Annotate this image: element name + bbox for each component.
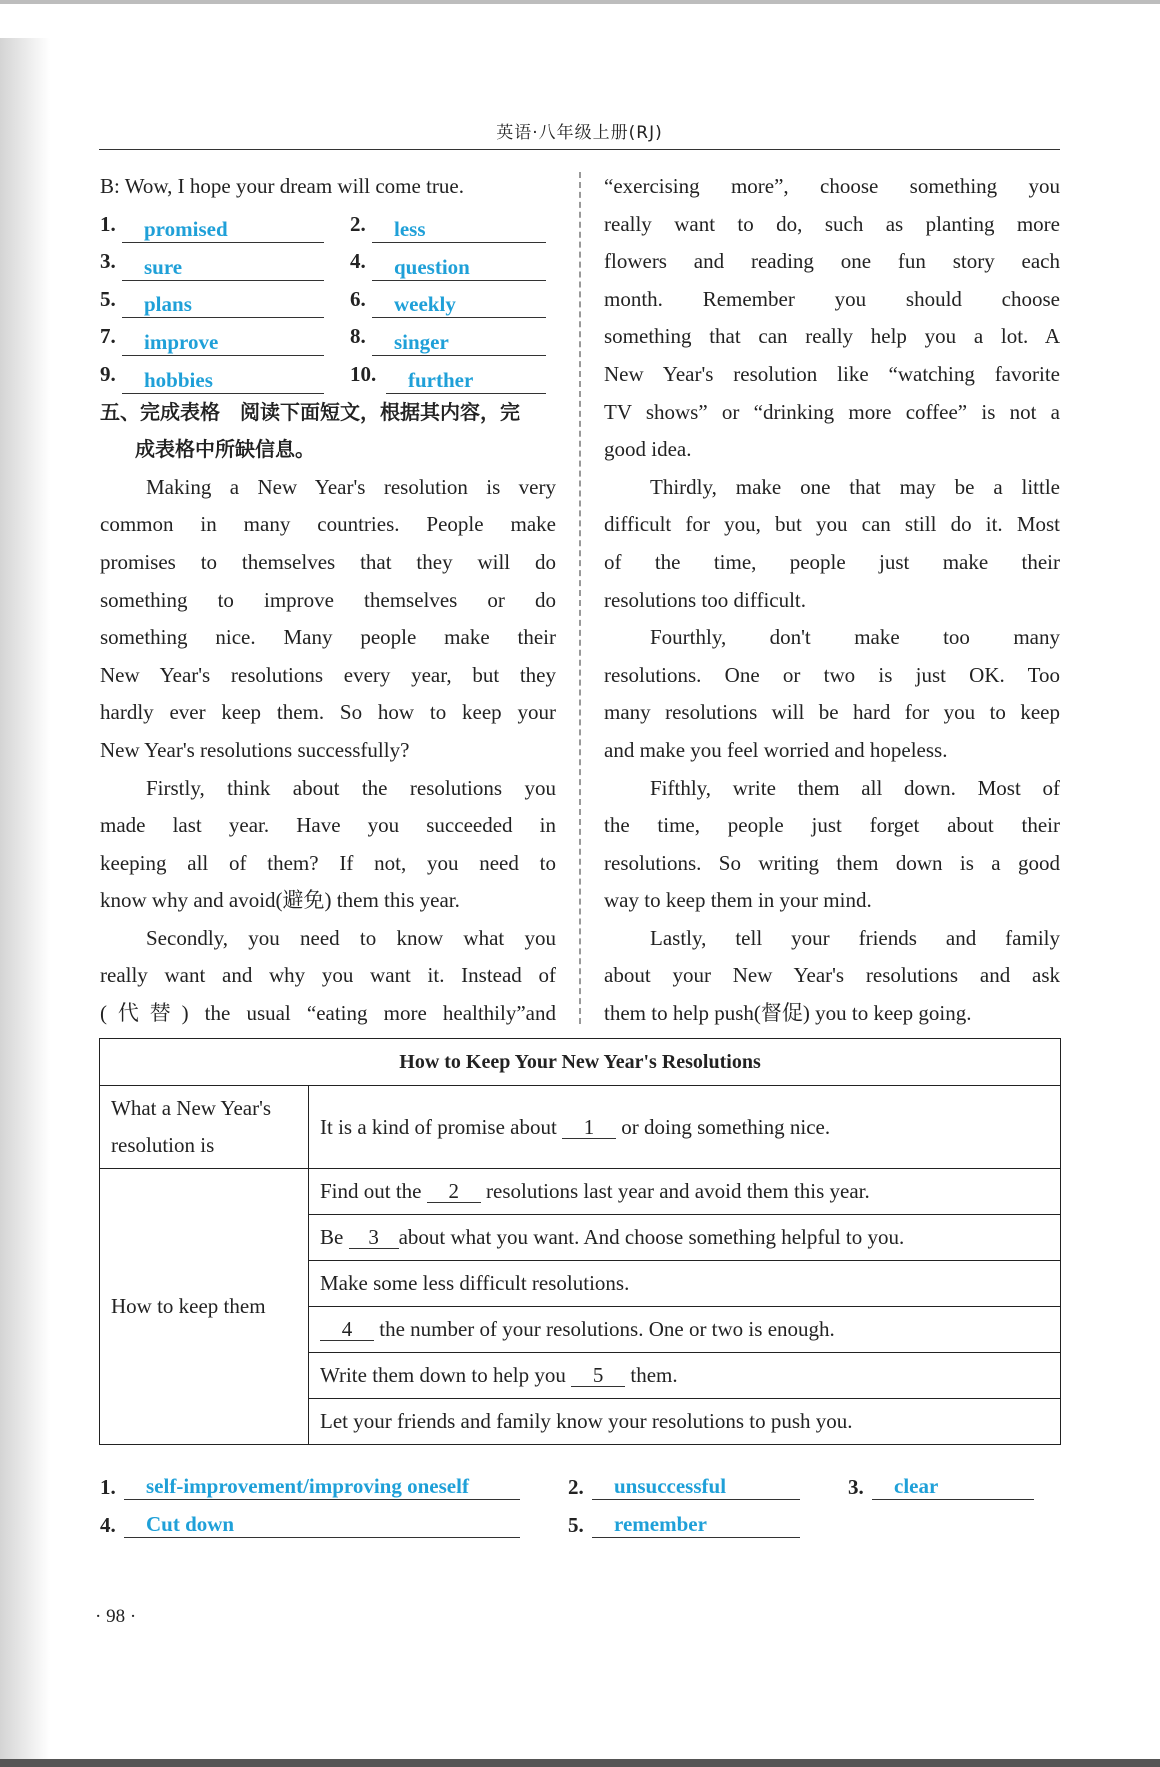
- passage-line: many resolutions will be hard for you to keep: [604, 700, 1060, 725]
- answer-item: [100, 243, 324, 281]
- passage-line: “exercising more”, choose something you: [604, 174, 1060, 198]
- passage-line: promises to themselves that they will do: [100, 549, 556, 574]
- answer-blank: question: [372, 253, 546, 281]
- answer-number: 1.: [100, 1475, 116, 1499]
- answer-row: [100, 243, 556, 281]
- section-heading-cont: 成表格中所缺信息。: [135, 437, 315, 462]
- answer-blank: singer: [372, 328, 546, 356]
- answers-part5: [100, 1462, 1060, 1538]
- left-column: [100, 168, 556, 1033]
- answer-blank: Cut down: [124, 1510, 520, 1538]
- passage-line: difficult for you, but you can still do it. Most: [604, 512, 1060, 537]
- blank-5: 5: [571, 1364, 625, 1387]
- answer-number: 4.: [100, 1513, 116, 1537]
- answer-number: 3.: [100, 249, 116, 274]
- answer-item: [350, 243, 546, 281]
- cell-text: It is a kind of promise about: [320, 1114, 557, 1139]
- passage-line: New Year's resolutions successfully?: [100, 737, 410, 762]
- cell-text: them.: [630, 1363, 678, 1387]
- passage-line: Thirdly, make one that may be a little: [650, 474, 1060, 499]
- blank-3: 3: [349, 1226, 399, 1249]
- passage-line: resolutions. One or two is just OK. Too: [604, 662, 1060, 687]
- page-shadow: [0, 38, 50, 1759]
- answer-number: 1.: [100, 211, 116, 236]
- dialogue-line: B: Wow, I hope your dream will come true.: [100, 174, 464, 198]
- passage-line: hardly ever keep them. So how to keep your: [100, 700, 556, 725]
- answer-blank: clear: [872, 1472, 1034, 1500]
- bottom-border: [0, 1759, 1160, 1767]
- cell-text: about what you want. And choose something helpful to you.: [398, 1225, 905, 1249]
- passage-line: made last year. Have you succeeded in: [100, 813, 556, 838]
- passage-line: something to improve themselves or do: [100, 587, 556, 612]
- running-head: 英语·八年级上册(RJ): [496, 123, 663, 143]
- passage-line: something that can really help you a lot. A: [604, 324, 1060, 349]
- label-line: resolution is: [111, 1133, 215, 1157]
- answer-number: 3.: [848, 1475, 864, 1499]
- table-label-definition: [100, 1086, 309, 1169]
- answer-blank: unsuccessful: [592, 1472, 800, 1500]
- answer-number: 5.: [100, 286, 116, 311]
- passage-line: Making a New Year's resolution is very: [146, 474, 556, 499]
- answer-blank: hobbies: [122, 366, 324, 394]
- answer-row: [100, 318, 556, 356]
- cell-text: resolutions last year and avoid them this year.: [486, 1179, 870, 1203]
- passage-line: TV shows” or “drinking more coffee” is not a: [604, 399, 1060, 424]
- answer-number: 2.: [568, 1475, 584, 1499]
- column-divider: [579, 172, 581, 1024]
- blank-2: 2: [427, 1180, 481, 1203]
- answer-item: [350, 318, 546, 356]
- answer-row: [100, 1500, 1060, 1538]
- table-row: [309, 1307, 1061, 1353]
- passage-line: Secondly, you need to know what you: [146, 925, 556, 950]
- passage-line: way to keep them in your mind.: [604, 888, 872, 913]
- passage-line: (代替) the usual “eating more healthily”and: [100, 1001, 556, 1026]
- passage-line: common in many countries. People make: [100, 512, 556, 537]
- table-title: How to Keep Your New Year's Resolutions: [100, 1039, 1061, 1086]
- answer-blank: weekly: [372, 290, 546, 318]
- top-border: [0, 0, 1160, 4]
- passage-line: resolutions. So writing them down is a good: [604, 850, 1060, 875]
- answer-number: 5.: [568, 1513, 584, 1537]
- passage-line: New Year's resolution like “watching favorite: [604, 361, 1060, 386]
- passage-line: flowers and reading one fun story each: [604, 249, 1060, 274]
- table-cell-definition: [309, 1086, 1061, 1169]
- label-line: What a New Year's: [111, 1096, 272, 1120]
- table-row: Let your friends and family know your resolutions to push you.: [309, 1399, 1061, 1445]
- answer-blank: promised: [122, 215, 324, 243]
- passage-line: the time, people just forget about their: [604, 813, 1060, 838]
- answer-blank: plans: [122, 290, 324, 318]
- right-column: [604, 168, 1060, 1033]
- table-row: [309, 1353, 1061, 1399]
- cell-text: or doing something nice.: [621, 1114, 831, 1139]
- answer-item: [350, 206, 546, 244]
- passage-line: know why and avoid(避免) them this year.: [100, 888, 460, 913]
- cell-text: the number of your resolutions. One or two is enough.: [379, 1317, 835, 1341]
- resolution-table: [99, 1038, 1061, 1445]
- answer-number: 4.: [350, 249, 366, 274]
- header-rule: [99, 149, 1060, 150]
- answer-blank: improve: [122, 328, 324, 356]
- answer-row: [100, 206, 556, 244]
- table-row: [309, 1215, 1061, 1261]
- section-heading: 五、完成表格 阅读下面短文，根据其内容，完: [100, 399, 520, 424]
- passage-line: them to help push(督促) you to keep going.: [604, 1001, 972, 1026]
- answer-blank: remember: [592, 1510, 800, 1538]
- answer-number: 8.: [350, 324, 366, 349]
- answer-item: [100, 356, 324, 394]
- cell-text: Find out the: [320, 1179, 422, 1203]
- answer-blank: less: [372, 215, 546, 243]
- answer-blank: self-improvement/improving oneself: [124, 1472, 520, 1500]
- table-row: Make some less difficult resolutions.: [309, 1261, 1061, 1307]
- passage-line: keeping all of them? If not, you need to: [100, 850, 556, 875]
- passage-line: New Year's resolutions every year, but they: [100, 662, 556, 687]
- answer-item: [100, 206, 324, 244]
- passage-line: and make you feel worried and hopeless.: [604, 737, 948, 762]
- page-number: · 98 ·: [95, 1606, 137, 1627]
- answer-row: [100, 1462, 1060, 1500]
- passage-line: Lastly, tell your friends and family: [650, 925, 1060, 950]
- passage-line: really want and why you want it. Instead of: [100, 963, 556, 988]
- answer-item: [350, 356, 546, 394]
- answer-row: [100, 281, 556, 319]
- cell-text: Be: [320, 1225, 344, 1249]
- blank-1: 1: [562, 1116, 616, 1139]
- passage-line: about your New Year's resolutions and ask: [604, 963, 1060, 988]
- passage-line: good idea.: [604, 437, 692, 462]
- answer-row: [100, 356, 556, 394]
- answer-blank: further: [386, 366, 546, 394]
- answer-item: [350, 281, 546, 319]
- passage-line: Firstly, think about the resolutions you: [146, 775, 556, 800]
- passage-line: month. Remember you should choose: [604, 286, 1060, 311]
- answer-number: 2.: [350, 211, 366, 236]
- answer-item: [100, 318, 324, 356]
- cell-text: Write them down to help you: [320, 1363, 566, 1387]
- table-label-how: How to keep them: [100, 1169, 309, 1445]
- answer-number: 6.: [350, 286, 366, 311]
- passage-line: Fifthly, write them all down. Most of: [650, 775, 1060, 800]
- passage-line: really want to do, such as planting more: [604, 211, 1060, 236]
- answer-blank: sure: [122, 253, 324, 281]
- table-row: [309, 1169, 1061, 1215]
- answer-number: 10.: [350, 361, 377, 386]
- blank-4: 4: [320, 1318, 374, 1341]
- answer-number: 7.: [100, 324, 116, 349]
- passage-line: Fourthly, don't make too many: [650, 625, 1060, 650]
- passage-line: of the time, people just make their: [604, 549, 1060, 574]
- passage-line: resolutions too difficult.: [604, 587, 807, 612]
- answer-number: 9.: [100, 361, 116, 386]
- passage-line: something nice. Many people make their: [100, 625, 556, 650]
- answer-item: [100, 281, 324, 319]
